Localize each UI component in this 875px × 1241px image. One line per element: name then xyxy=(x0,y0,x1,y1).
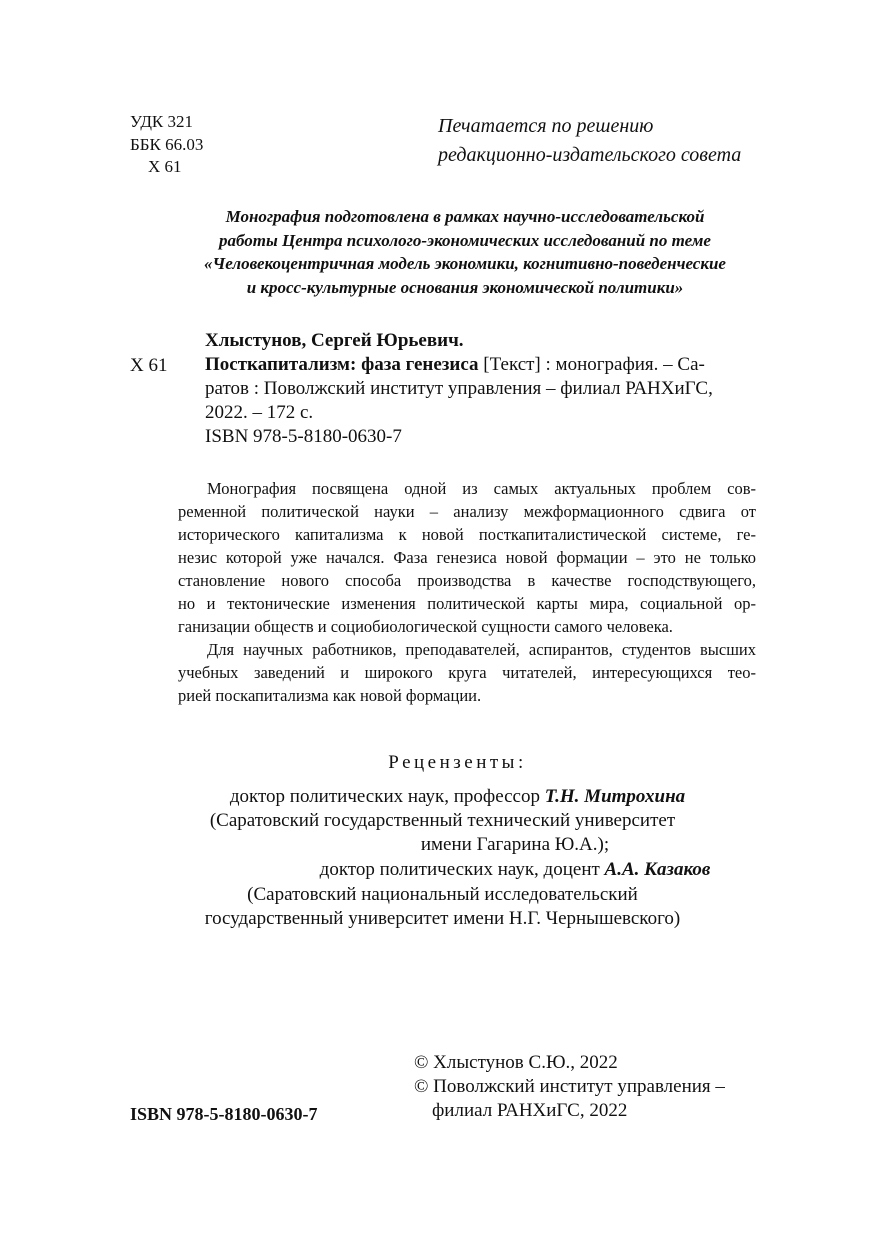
udk-code: УДК 321 xyxy=(130,112,194,131)
reviewer-2 xyxy=(0,859,875,881)
reviewer-1 xyxy=(0,786,875,808)
reviewer-1-affiliation-1: (Саратовский государственный технический университет xyxy=(209,810,676,831)
publication-decision xyxy=(438,112,741,170)
abstract xyxy=(178,477,756,707)
reviewer-1-affiliation-2: имени Гагарина Ю.А.); xyxy=(420,834,610,855)
copyright-block xyxy=(414,1051,725,1123)
monograph-note xyxy=(170,205,760,299)
reviewer-1-position: доктор политических наук, профессор xyxy=(229,786,545,807)
abstract-line: исторического капитализма к новой посткапиталистической системе, ге- xyxy=(178,525,756,544)
abstract-line: ременной политической науки – анализу межформационного сдвига от xyxy=(178,502,756,521)
bbk-code: ББК 66.03 xyxy=(130,134,204,154)
bib-isbn: ISBN 978-5-8180-0630-7 xyxy=(205,426,402,447)
bib-line-1 xyxy=(205,353,755,377)
abstract-line: незис которой уже начался. Фаза генезиса новой формации – это не только xyxy=(178,548,756,567)
bib-line-3: 2022. – 172 с. xyxy=(205,402,314,423)
abstract-line: учебных заведений и широкого круга читателей, интересующихся тео- xyxy=(178,663,756,682)
reviewers-heading: Рецензенты: xyxy=(388,752,527,773)
reviewer-2-affiliation-1: (Саратовский национальный исследовательский xyxy=(247,884,638,905)
author-sign: Х 61 xyxy=(148,157,182,176)
isbn-bottom: ISBN 978-5-8180-0630-7 xyxy=(130,1104,318,1124)
decision-line-1: Печатается по решению xyxy=(438,115,654,137)
abstract-line: ганизации обществ и социобиологической сущности самого человека. xyxy=(178,617,673,636)
abstract-line: но и тектонические изменения политической карты мира, социальной ор- xyxy=(178,594,756,613)
abstract-line: Для научных работников, преподавателей, аспирантов, студентов высших xyxy=(207,640,756,659)
note-line: и кросс-культурные основания экономической политики» xyxy=(246,277,684,297)
copyright-institute-cont: филиал РАНХиГС, 2022 xyxy=(432,1100,628,1121)
bib-line-2: ратов : Поволжский институт управления – филиал РАНХиГС, xyxy=(205,378,713,399)
note-line: «Человекоцентричная модель экономики, когнитивно-поведенческие xyxy=(204,254,726,273)
copyright-author: © Хлыстунов С.Ю., 2022 xyxy=(414,1052,618,1073)
reviewer-2-affiliation-2: государственный университет имени Н.Г. Чернышевского) xyxy=(204,908,681,929)
reviewer-2-name: А.А. Казаков xyxy=(604,859,711,880)
reviewer-1-name: Т.Н. Митрохина xyxy=(544,786,686,807)
decision-line-2: редакционно-издательского совета xyxy=(438,144,742,166)
reviewer-2-position: доктор политических наук, доцент xyxy=(319,859,605,880)
classification-codes xyxy=(130,111,203,179)
abstract-line: Монография посвящена одной из самых актуальных проблем сов- xyxy=(207,479,756,498)
book-description: [Текст] : монография. – Са- xyxy=(478,354,705,375)
abstract-line: рией поскапитализма как новой формации. xyxy=(178,686,482,705)
book-title: Посткапитализм: фаза генезиса xyxy=(205,354,479,375)
bibliographic-record xyxy=(205,353,755,449)
note-line: работы Центра психолого-экономических исследований по теме xyxy=(219,230,711,250)
copyright-institute: © Поволжский институт управления – xyxy=(414,1076,725,1097)
abstract-line: становление нового способа производства в качестве господствующего, xyxy=(178,571,756,590)
note-line: Монография подготовлена в рамках научно-исследовательской xyxy=(225,207,705,226)
author-name: Хлыстунов, Сергей Юрьевич. xyxy=(205,330,464,351)
author-sign-bibliographic: Х 61 xyxy=(130,355,168,376)
